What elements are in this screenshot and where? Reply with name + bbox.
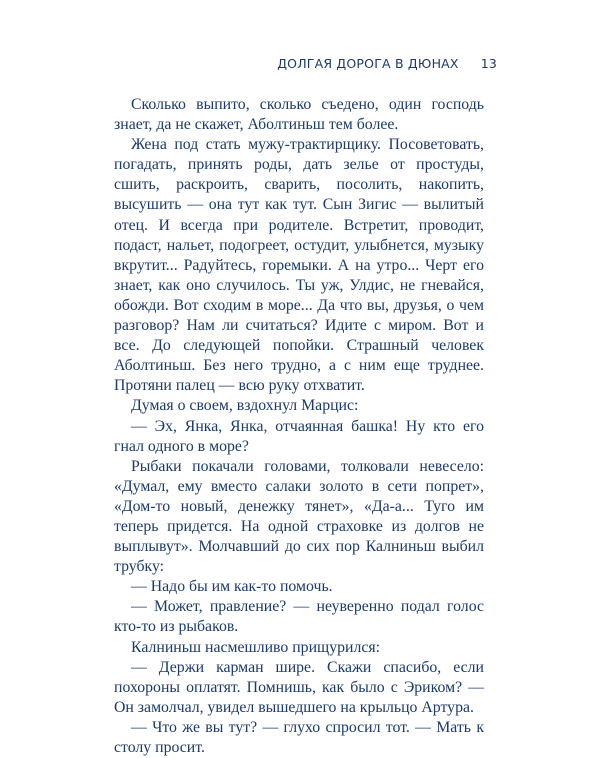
paragraph: Калниньш насмешливо прищурился: [131, 638, 380, 656]
paragraph: — Может, правление? — неуверенно подал голос кто-то из рыбаков. [114, 598, 484, 636]
running-header [277, 56, 497, 71]
paragraph: Жена под стать мужу-трактирщику. Посоветовать, погадать, принять роды, дать зелье от простуды, сшить, раскроить, сварить, посолить, накопить, высушить — она тут как тут. Сын Зигис — вылитый отец. И всегда при родителе. Встретит, проводит, подаст, нальет, подогреет, остудит, улыбнется, музыку вкрутит... Радуйтесь, горемыки. А на утро... Черт его знает, как оно случилось. Ты уж, Улдис, не гневайся, обожди. Вот сходим в море... Да что вы, друзья, о чем разговор? Нам ли считаться? Идите с миром. Вот и все. До следующей попойки. Страшный человек Аболтиньш. Без него трудно, а с ним еще труднее. Протяни палец — всю руку отхватит. [114, 136, 484, 395]
page-number: 13 [480, 56, 497, 71]
paragraph: — Что же вы тут? — глухо спросил тот. — Мать к столу просит. [114, 718, 484, 756]
running-header-title: ДОЛГАЯ ДОРОГА В ДЮНАХ [277, 56, 459, 71]
paragraph: Думая о своем, вздохнул Марцис: [131, 397, 359, 415]
paragraph: — Держи карман шире. Скажи спасибо, если похороны оплатят. Помнишь, как было с Эриком? — Он замолчал, увидел вышедшего на крыльцо Артура. [114, 658, 484, 716]
body-text [114, 95, 484, 758]
paragraph: — Надо бы им как-то помочь. [131, 578, 333, 596]
paragraph: Рыбаки покачали головами, толковали невесело: «Думал, ему вместо салаки золото в сети попрет», «Дом-то новый, денежку тянет», «Да-а... Туго им теперь придется. На одной страховке из долгов не выплывут». Молчавший до сих пор Калниньш выбил трубку: [114, 457, 484, 576]
paragraph: Сколько выпито, сколько съедено, один господь знает, да не скажет, Аболтиньш тем более. [114, 96, 484, 134]
paragraph: — Эх, Янка, Янка, отчаянная башка! Ну кто его гнал одного в море? [114, 417, 484, 455]
